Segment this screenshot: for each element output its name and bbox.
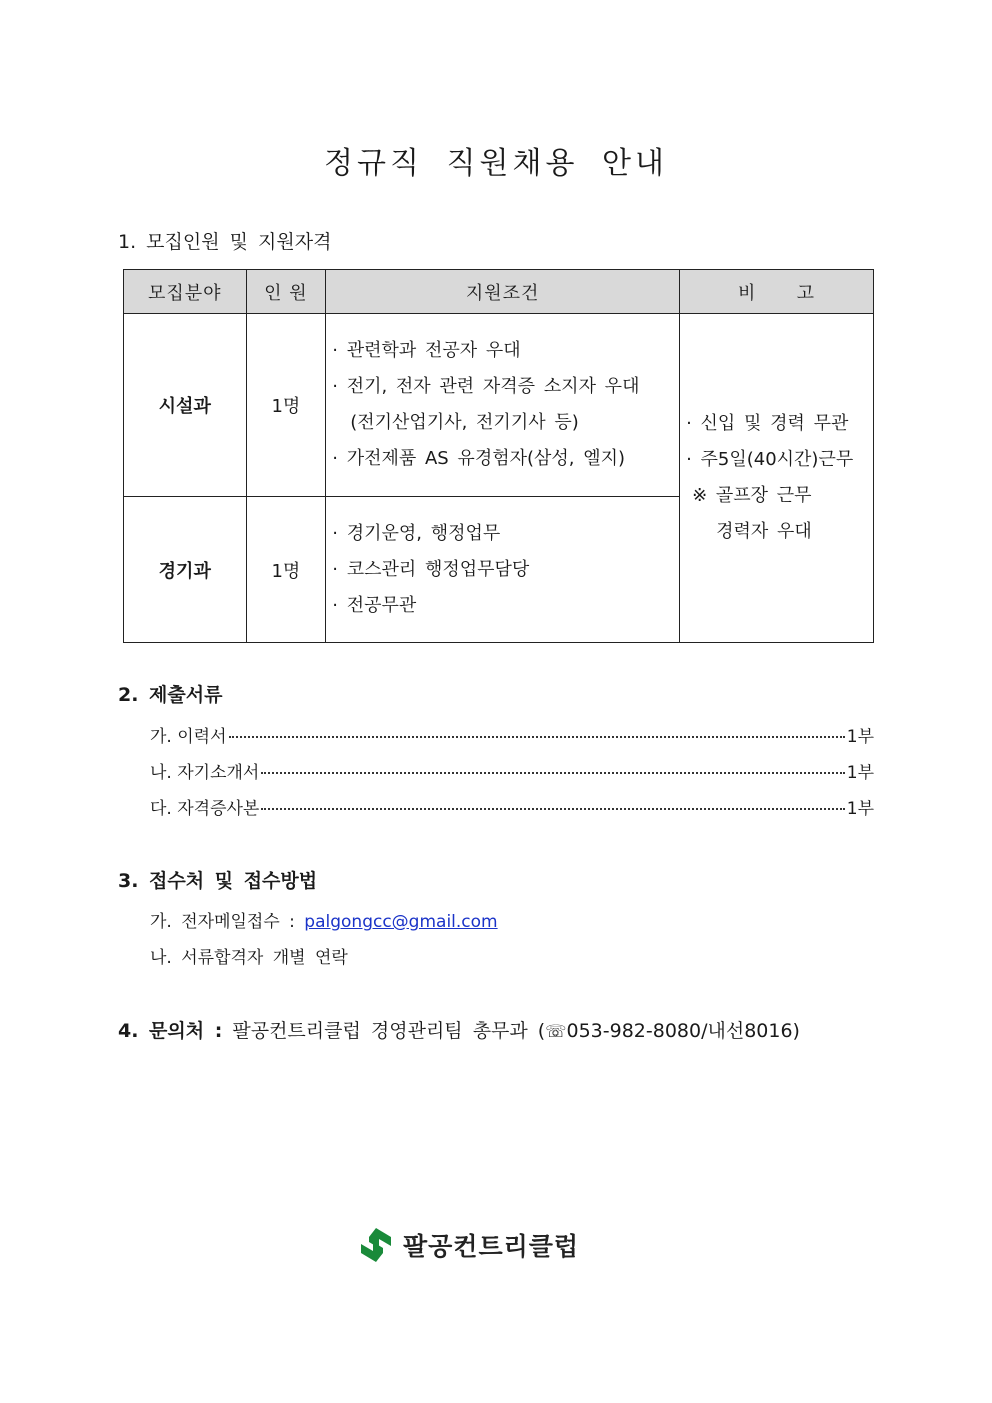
section4-heading: 4. 문의처 :	[118, 1020, 223, 1042]
header-field: 모집분야	[124, 270, 247, 314]
note-line: ※ 골프장 근무	[692, 485, 812, 506]
contact-text: 팔공컨트리클럽 경영관리팀 총무과 (	[232, 1020, 546, 1042]
count-cell: 1명	[246, 497, 326, 643]
table-row	[124, 314, 874, 497]
conditions-cell	[326, 314, 680, 497]
field-cell: 경기과	[124, 497, 247, 643]
dot-leader	[261, 772, 844, 774]
note-line: 경력자 우대	[716, 521, 812, 542]
condition-line: · 관련학과 전공자 우대	[332, 340, 521, 361]
document-item	[150, 758, 874, 783]
document-item	[150, 794, 874, 819]
club-logo	[357, 1226, 579, 1264]
document-qty: 1부	[846, 727, 874, 747]
table-header-row	[124, 270, 874, 314]
email-item	[150, 907, 498, 932]
logo-mark-icon	[357, 1226, 395, 1264]
count-cell: 1명	[246, 314, 326, 497]
section3-heading: 3. 접수처 및 접수방법	[118, 870, 318, 892]
condition-line: · 경기운영, 행정업무	[332, 522, 501, 544]
dot-leader	[261, 808, 844, 810]
conditions-cell	[326, 497, 680, 643]
header-count: 인 원	[246, 270, 326, 314]
section1-heading: 1. 모집인원 및 지원자격	[118, 231, 332, 253]
document-label: 가. 이력서	[150, 727, 227, 747]
document-label: 나. 자기소개서	[150, 763, 260, 783]
notice-item: 나. 서류합격자 개별 연락	[150, 948, 348, 968]
condition-line: (전기산업기사, 전기기사 등)	[350, 412, 579, 433]
document-qty: 1부	[846, 799, 874, 819]
notes-cell	[680, 314, 874, 643]
recruitment-table	[123, 269, 874, 643]
condition-line: · 전공무관	[332, 594, 417, 616]
header-conditions: 지원조건	[326, 270, 680, 314]
condition-line: · 가전제품 AS 유경험자(삼성, 엘지)	[332, 448, 626, 469]
field-cell: 시설과	[124, 314, 247, 497]
contact-phone: 053-982-8080/내선8016)	[566, 1020, 800, 1042]
header-notes: 비 고	[680, 270, 874, 314]
email-label: 가. 전자메일접수 :	[150, 912, 305, 932]
note-line: · 주5일(40시간)근무	[686, 449, 854, 470]
telephone-icon: ☏	[545, 1022, 567, 1042]
page-title: 정규직 직원채용 안내	[324, 146, 668, 181]
document-qty: 1부	[846, 763, 874, 783]
section4	[118, 1016, 800, 1043]
logo-text: 팔공컨트리클럽	[403, 1232, 580, 1261]
document-label: 다. 자격증사본	[150, 799, 260, 819]
email-link[interactable]: palgongcc@gmail.com	[304, 912, 498, 932]
note-line: · 신입 및 경력 무관	[686, 413, 849, 434]
condition-line: · 전기, 전자 관련 자격증 소지자 우대	[332, 376, 640, 397]
section2-heading: 2. 제출서류	[118, 684, 223, 706]
dot-leader	[229, 736, 845, 738]
condition-line: · 코스관리 행정업무담당	[332, 558, 530, 580]
document-item	[150, 722, 874, 747]
